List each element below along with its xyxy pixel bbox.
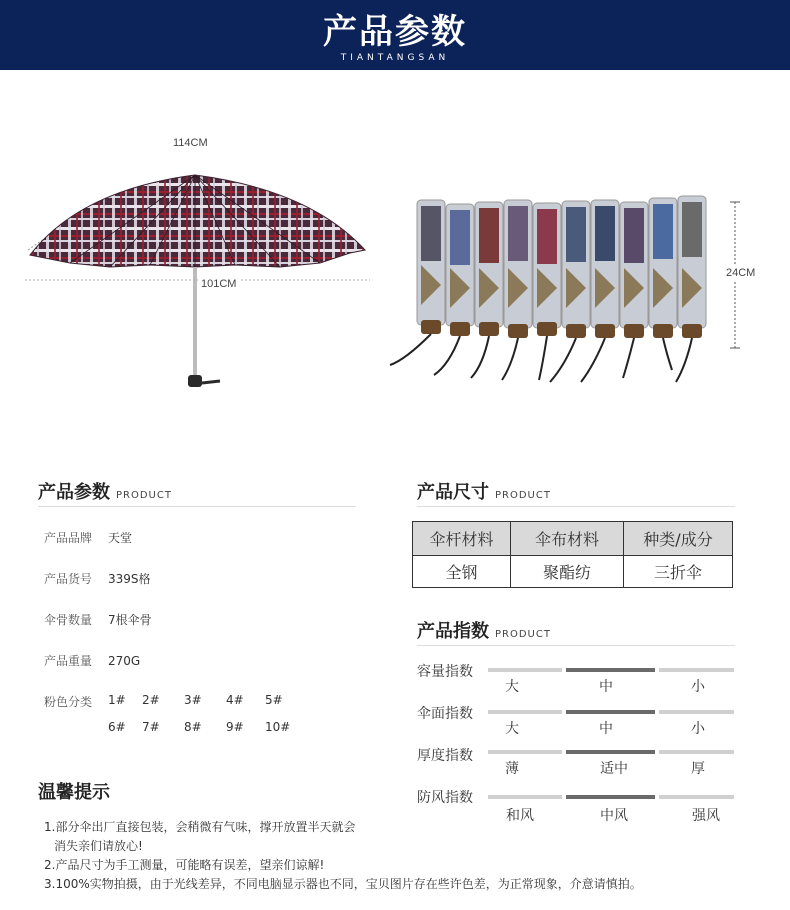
index-level: 和风 [506, 808, 534, 824]
params-section-title [38, 478, 172, 504]
table-header-cell: 伞布材料 [511, 522, 624, 556]
banner-title: 产品参数 [323, 12, 467, 52]
index-level: 薄 [505, 761, 519, 777]
index-bar-mid [566, 668, 655, 672]
size-table [412, 521, 733, 588]
spec-row-brand [44, 529, 132, 546]
index-bar-low [488, 795, 562, 799]
index-title: 产品指数 [417, 621, 489, 642]
index-title-en: PRODUCT [495, 629, 551, 640]
params-divider [38, 506, 356, 507]
index-label: 容量指数 [417, 664, 473, 680]
spec-value: 天堂 [108, 531, 133, 545]
index-bar-high [659, 710, 734, 714]
table-header-cell: 种类/成分 [624, 522, 733, 556]
spec-row-colors [44, 693, 108, 710]
color-option: 2# [142, 693, 160, 707]
spec-label: 产品货号 [44, 572, 93, 586]
index-label: 厚度指数 [417, 748, 473, 764]
index-level: 中 [599, 721, 613, 737]
index-bar-high [659, 795, 734, 799]
tip-line: 1.部分伞出厂直接包装，会稍微有气味，撑开放置半天就会 [44, 820, 356, 834]
tip-line: 3.100%实物拍摄，由于光线差异，不同电脑显示器也不同，宝贝图片存在些许色差，为正常现象，介意请慎拍。 [44, 877, 642, 891]
index-bar-low [488, 668, 562, 672]
length-dimension: 101CM [198, 278, 239, 290]
color-option: 4# [226, 693, 244, 707]
table-cell: 三折伞 [624, 556, 733, 588]
folded-umbrellas-image [385, 190, 740, 390]
tip-line: 消失亲们请放心! [54, 839, 143, 853]
size-divider [417, 506, 735, 507]
index-bar-mid [566, 710, 655, 714]
color-option: 9# [226, 720, 244, 734]
index-level: 中 [599, 679, 613, 695]
index-bar-mid [566, 795, 655, 799]
size-section-title [417, 478, 551, 504]
index-level: 大 [505, 679, 519, 695]
index-bar-high [659, 750, 734, 754]
tip-line: 2.产品尺寸为手工测量，可能略有误差，望亲们谅解! [44, 858, 325, 872]
color-option: 8# [184, 720, 202, 734]
index-section-title [417, 617, 551, 643]
index-bar-low [488, 710, 562, 714]
index-level: 小 [691, 721, 705, 737]
width-dimension: 114CM [170, 137, 211, 149]
color-option: 7# [142, 720, 160, 734]
open-umbrella-image [20, 135, 380, 395]
spec-label: 粉色分类 [44, 695, 93, 709]
color-option: 3# [184, 693, 202, 707]
params-title: 产品参数 [38, 482, 110, 503]
spec-row-model [44, 570, 151, 587]
spec-row-ribs [44, 611, 152, 628]
color-option: 10# [265, 720, 291, 734]
spec-label: 产品品牌 [44, 531, 93, 545]
index-level: 中风 [600, 808, 628, 824]
banner-subtitle: TIANTANGSAN [340, 53, 450, 63]
spec-row-weight [44, 652, 140, 669]
index-label: 伞面指数 [417, 706, 473, 722]
size-title: 产品尺寸 [417, 482, 489, 503]
table-cell: 全钢 [413, 556, 511, 588]
spec-value: 339S格 [108, 572, 151, 586]
index-divider [417, 645, 735, 646]
table-cell: 聚酯纺 [511, 556, 624, 588]
table-row [413, 556, 733, 588]
folded-dimension: 24CM [726, 267, 756, 279]
spec-label: 伞骨数量 [44, 613, 93, 627]
color-option: 1# [108, 693, 126, 707]
color-option: 5# [265, 693, 283, 707]
color-option: 6# [108, 720, 126, 734]
index-level: 小 [691, 679, 705, 695]
index-level: 适中 [600, 761, 628, 777]
index-level: 大 [505, 721, 519, 737]
index-level: 厚 [691, 761, 705, 777]
table-header-row [413, 522, 733, 556]
index-bar-high [659, 668, 734, 672]
index-bar-mid [566, 750, 655, 754]
params-title-en: PRODUCT [116, 490, 172, 501]
index-bar-low [488, 750, 562, 754]
spec-label: 产品重量 [44, 654, 93, 668]
index-level: 强风 [692, 808, 720, 824]
spec-value: 7根伞骨 [108, 613, 152, 627]
index-label: 防风指数 [417, 790, 473, 806]
spec-value: 270G [108, 654, 141, 668]
tips-title: 温馨提示 [38, 782, 110, 803]
table-header-cell: 伞杆材料 [413, 522, 511, 556]
tips-list [44, 818, 642, 894]
header-banner [0, 0, 790, 70]
size-title-en: PRODUCT [495, 490, 551, 501]
